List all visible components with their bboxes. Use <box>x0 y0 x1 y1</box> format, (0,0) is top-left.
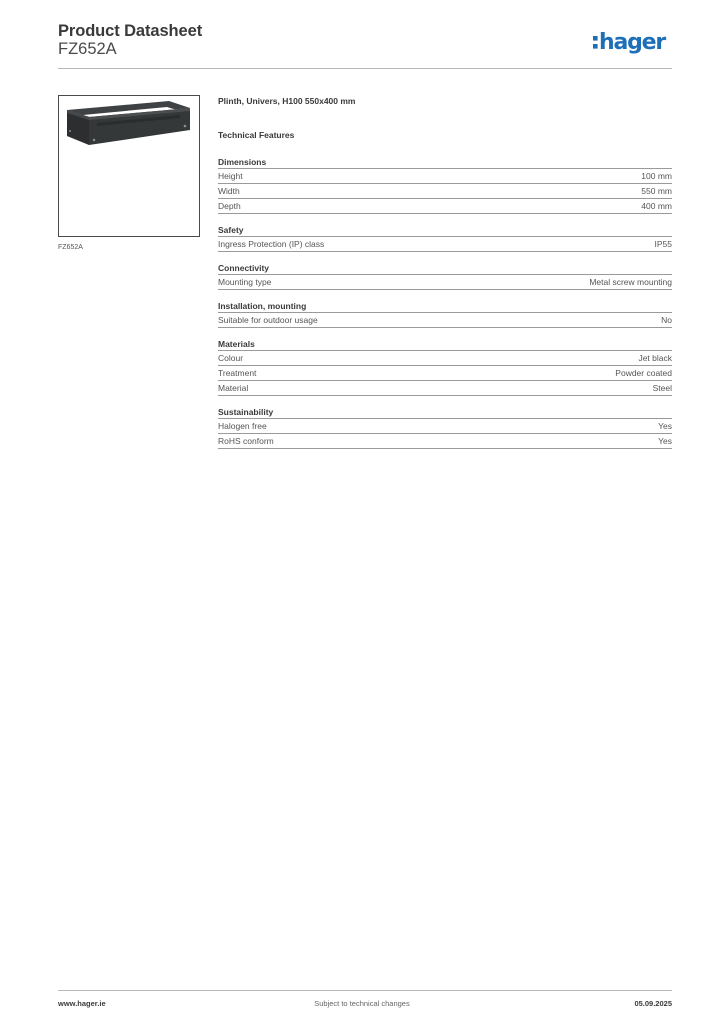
image-caption: FZ652A <box>58 244 83 251</box>
hager-logo[interactable] <box>592 27 674 57</box>
spec-group-installation <box>218 300 672 328</box>
spec-value: 100 mm <box>641 171 672 181</box>
plinth-image-icon <box>59 96 199 236</box>
footer-disclaimer: Subject to technical changes <box>314 999 410 1008</box>
spec-label: Width <box>218 186 240 196</box>
product-reference: FZ652A <box>58 40 117 58</box>
spec-row <box>218 184 672 199</box>
spec-value: 400 mm <box>641 201 672 211</box>
spec-group-materials <box>218 338 672 396</box>
spec-group-sustainability <box>218 406 672 449</box>
svg-text:hager: hager <box>599 30 666 55</box>
spec-row <box>218 313 672 328</box>
page-title: Product Datasheet <box>58 22 203 40</box>
spec-group-title: Dimensions <box>218 156 672 169</box>
spec-group-title: Materials <box>218 338 672 351</box>
spec-label: RoHS conform <box>218 436 274 446</box>
spec-group-title: Connectivity <box>218 262 672 275</box>
spec-row <box>218 237 672 252</box>
spec-label: Suitable for outdoor usage <box>218 315 318 325</box>
spec-row <box>218 381 672 396</box>
spec-group-dimensions <box>218 156 672 214</box>
spec-label: Material <box>218 383 249 393</box>
product-description: Plinth, Univers, H100 550x400 mm <box>218 96 356 106</box>
technical-features-heading: Technical Features <box>218 130 295 140</box>
footer-date: 05.09.2025 <box>634 999 672 1008</box>
spec-group-title: Installation, mounting <box>218 300 672 313</box>
hager-logo-icon <box>592 27 674 57</box>
spec-value: 550 mm <box>641 186 672 196</box>
spec-label: Treatment <box>218 368 257 378</box>
spec-group-connectivity <box>218 262 672 290</box>
spec-value: Steel <box>652 383 672 393</box>
spec-value: No <box>661 315 672 325</box>
spec-row <box>218 169 672 184</box>
spec-label: Height <box>218 171 243 181</box>
spec-table <box>218 156 672 459</box>
product-image <box>58 95 200 237</box>
spec-label: Colour <box>218 353 244 363</box>
spec-group-safety <box>218 224 672 252</box>
spec-label: Ingress Protection (IP) class <box>218 239 325 249</box>
spec-value: Yes <box>658 436 672 446</box>
spec-label: Halogen free <box>218 421 267 431</box>
spec-row <box>218 419 672 434</box>
spec-value: Jet black <box>638 353 672 363</box>
spec-row <box>218 275 672 290</box>
spec-group-title: Safety <box>218 224 672 237</box>
spec-value: Metal screw mounting <box>589 277 672 287</box>
spec-value: Yes <box>658 421 672 431</box>
spec-value: Powder coated <box>615 368 672 378</box>
spec-label: Mounting type <box>218 277 272 287</box>
spec-value: IP55 <box>654 239 672 249</box>
spec-row <box>218 199 672 214</box>
header-divider <box>58 68 672 69</box>
spec-row <box>218 351 672 366</box>
spec-label: Depth <box>218 201 241 211</box>
footer-website-link[interactable]: www.hager.ie <box>58 999 106 1008</box>
spec-row <box>218 434 672 449</box>
spec-group-title: Sustainability <box>218 406 672 419</box>
footer-divider <box>58 990 672 991</box>
spec-row <box>218 366 672 381</box>
